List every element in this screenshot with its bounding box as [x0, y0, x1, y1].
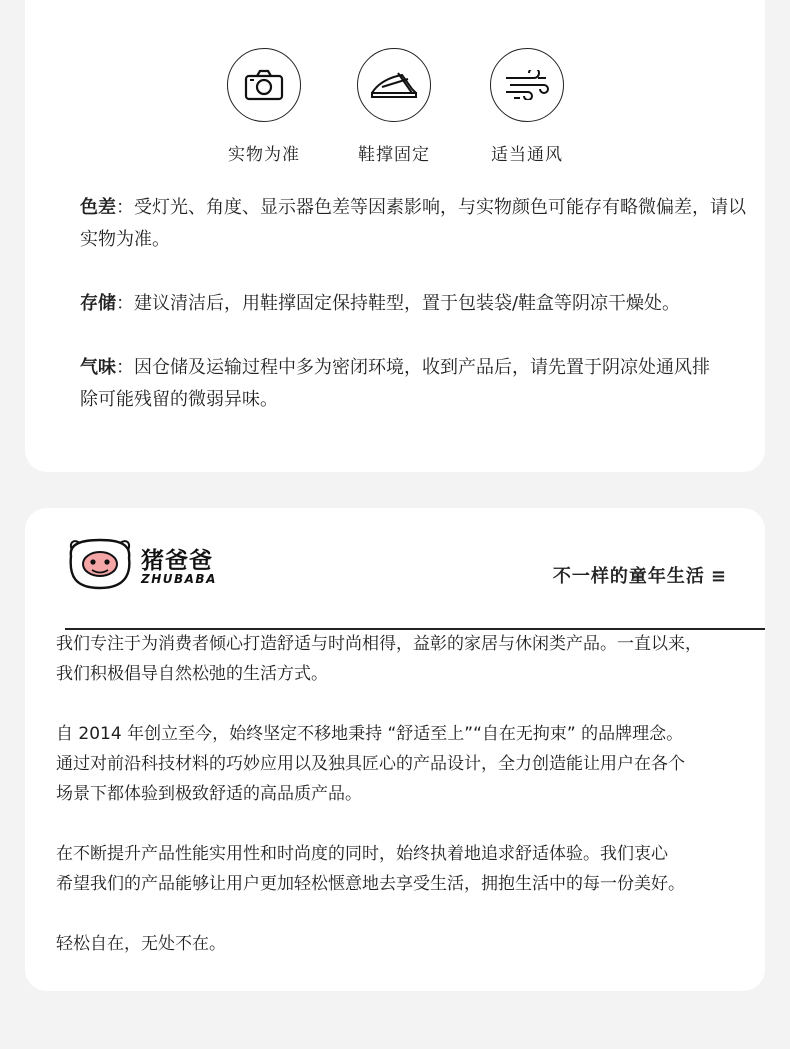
pig-logo-icon: [65, 536, 135, 592]
note-text: ：受灯光、角度、显示器色差等因素影响，与实物颜色可能存有略微偏差，请以实物为准。: [80, 197, 746, 250]
note-title: 气味: [80, 357, 116, 378]
brand-name-en: ZHUBABA: [141, 572, 217, 586]
slogan-text: 不一样的童年生活: [552, 566, 705, 587]
shoe-tree-icon: [357, 48, 431, 122]
care-label-wind: 适当通风: [491, 145, 563, 165]
about-paragraph-1: [56, 629, 736, 689]
care-card: [25, 0, 765, 472]
brand-header: [45, 536, 745, 602]
about-paragraph-3: [56, 839, 736, 899]
note-smell: [80, 352, 720, 416]
menu-icon[interactable]: ≡: [710, 566, 727, 587]
camera-icon: [227, 48, 301, 122]
brand-name-cn: 猪爸爸: [141, 548, 213, 574]
about-line: 通过对前沿科技材料的巧妙应用以及独具匠心的产品设计，全力创造能让用户在各个: [56, 754, 685, 774]
about-line: 我们专注于为消费者倾心打造舒适与时尚相得，益彰的家居与休闲类产品。一直以来，: [56, 634, 702, 654]
care-label-camera: 实物为准: [228, 145, 300, 165]
care-item-camera: [204, 48, 324, 165]
note-title: 色差: [80, 197, 116, 218]
note-text: ：建议清洁后，用鞋撑固定保持鞋型，置于包装袋/鞋盒等阴凉干燥处。: [116, 293, 681, 314]
wind-icon: [490, 48, 564, 122]
about-paragraph-4: [56, 929, 736, 959]
care-icons-row: [25, 48, 765, 178]
care-label-shoe-tree: 鞋撑固定: [358, 145, 430, 165]
about-line: 希望我们的产品能够让用户更加轻松惬意地去享受生活，拥抱生活中的每一份美好。: [56, 874, 685, 894]
note-storage: [80, 288, 770, 320]
about-line: 场景下都体验到极致舒适的高品质产品。: [56, 784, 362, 804]
brand-card: [25, 508, 765, 991]
about-line: 在不断提升产品性能实用性和时尚度的同时，始终执着地追求舒适体验。我们衷心: [56, 844, 668, 864]
note-text: ：因仓储及运输过程中多为密闭环境，收到产品后，请先置于阴凉处通风排除可能残留的微弱异味。: [80, 357, 710, 410]
about-paragraph-2: [56, 719, 736, 809]
note-title: 存储: [80, 293, 116, 314]
brand-slogan[interactable]: [553, 562, 727, 588]
note-color: [80, 192, 750, 256]
care-item-wind: [467, 48, 587, 165]
about-line: 自 2014 年创立至今，始终坚定不移地秉持 “舒适至上”“自在无拘束” 的品牌理念。: [56, 724, 684, 744]
about-line: 轻松自在，无处不在。: [56, 934, 226, 954]
about-line: 我们积极倡导自然松弛的生活方式。: [56, 664, 328, 684]
care-item-shoe-tree: [334, 48, 454, 165]
brand-logo[interactable]: [65, 536, 245, 596]
